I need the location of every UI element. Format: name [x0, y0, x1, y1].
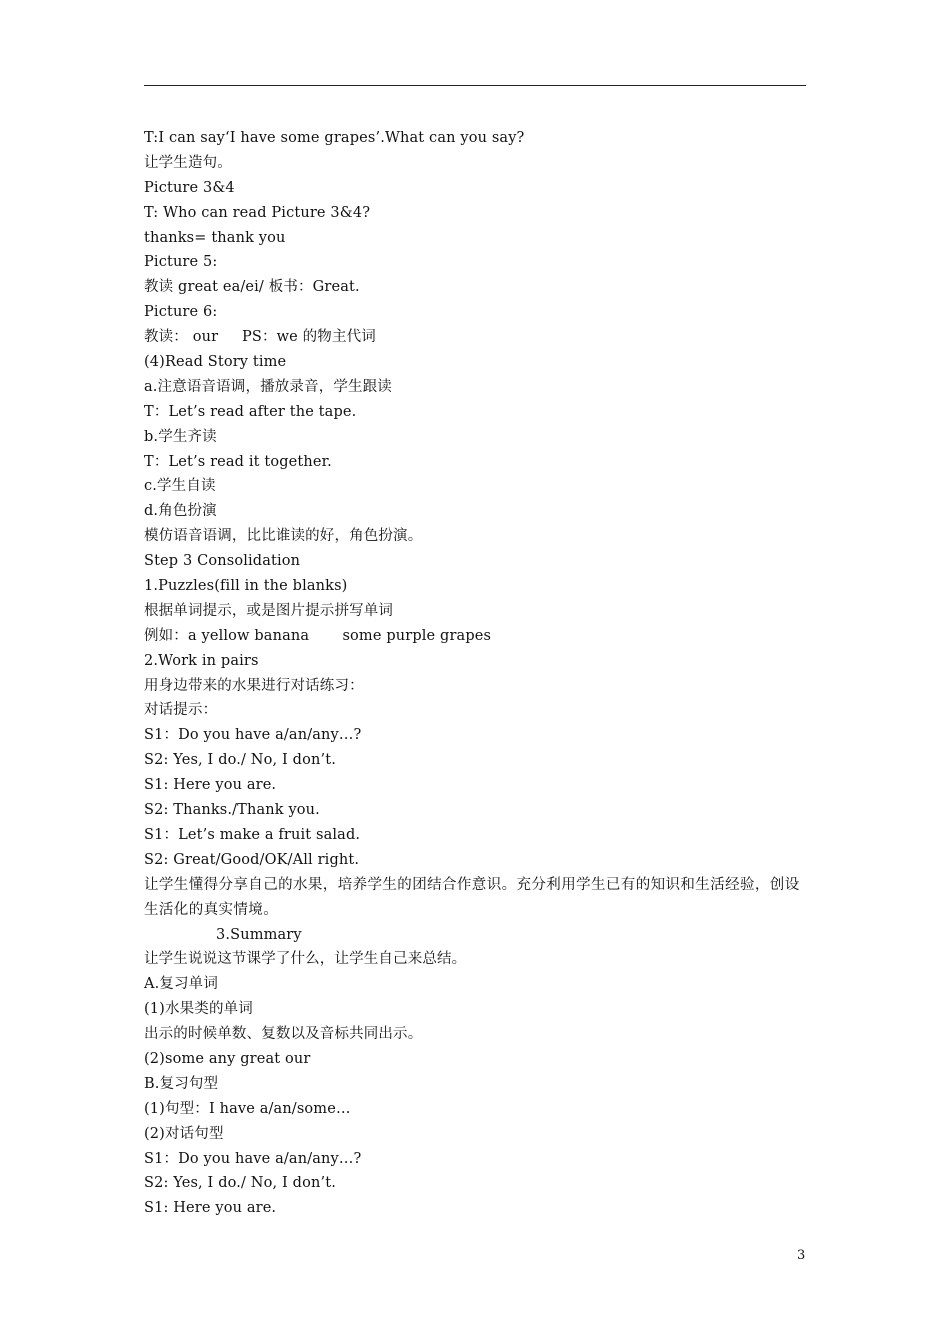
text-line: S1: Here you are. — [144, 777, 277, 794]
body-text — [144, 126, 809, 1221]
text-line: S1：Do you have a/an/any…? — [144, 1150, 362, 1167]
page-number: 3 — [797, 1248, 806, 1263]
text-line: 用身边带来的水果进行对话练习： — [144, 677, 364, 694]
text-line: (2)some any great our — [144, 1050, 311, 1067]
text-line: A.复习单词 — [144, 976, 218, 993]
text-line: 根据单词提示，或是图片提示拼写单词 — [144, 602, 394, 619]
text-line: (4)Read Story time — [144, 354, 287, 371]
text-line: d.角色扮演 — [144, 503, 217, 520]
text-line: 3.Summary — [216, 926, 302, 943]
text-line: 1.Puzzles(fill in the blanks) — [144, 578, 348, 595]
text-line: S1：Let’s make a fruit salad. — [144, 826, 361, 843]
text-line: T: Who can read Picture 3&4? — [144, 204, 371, 221]
text-line: B.复习句型 — [144, 1075, 219, 1092]
header-rule — [144, 85, 806, 86]
text-line: 让学生造句。 — [144, 154, 232, 171]
text-line: Step 3 Consolidation — [144, 553, 301, 570]
text-line: 对话提示： — [144, 702, 218, 719]
text-line: 模仿语音语调，比比谁读的好，角色扮演。 — [144, 528, 423, 545]
text-line: Picture 5: — [144, 254, 218, 271]
text-line: S2: Thanks./Thank you. — [144, 802, 320, 819]
text-line: Picture 6: — [144, 304, 218, 321]
text-line: 教读 great ea/ei/ 板书：Great. — [144, 279, 360, 296]
text-line: T:I can say‘I have some grapes’.What can you say? — [144, 130, 525, 146]
text-line: (1)句型：I have a/an/some… — [144, 1100, 351, 1117]
text-line: 2.Work in pairs — [144, 652, 259, 669]
text-paragraph: 让学生懂得分享自己的水果，培养学生的团结合作意识。充分利用学生已有的知识和生活经验，创设生活化的真实情境。 — [144, 876, 800, 918]
text-line: (1)水果类的单词 — [144, 1001, 253, 1018]
text-line: 让学生说说这节课学了什么，让学生自己来总结。 — [144, 951, 467, 968]
text-line: T：Let’s read after the tape. — [144, 403, 357, 420]
text-line: (2)对话句型 — [144, 1125, 224, 1142]
text-line: 教读： our PS：we 的物主代词 — [144, 329, 376, 346]
text-line: b.学生齐读 — [144, 428, 217, 445]
text-line: S1: Here you are. — [144, 1200, 277, 1217]
text-line: a.注意语音语调，播放录音，学生跟读 — [144, 378, 392, 395]
text-line: 例如：a yellow banana some purple grapes — [144, 627, 492, 644]
text-line: c.学生自读 — [144, 478, 216, 495]
text-line: S1：Do you have a/an/any…? — [144, 727, 362, 744]
text-line: T：Let’s read it together. — [144, 453, 332, 470]
text-line: Picture 3&4 — [144, 179, 235, 196]
text-line: 出示的时候单数、复数以及音标共同出示。 — [144, 1026, 423, 1043]
text-line: S2: Yes, I do./ No, I don’t. — [144, 1175, 336, 1192]
text-line: S2: Great/Good/OK/All right. — [144, 851, 360, 868]
text-line: S2: Yes, I do./ No, I don’t. — [144, 752, 336, 769]
text-line: thanks= thank you — [144, 229, 286, 246]
